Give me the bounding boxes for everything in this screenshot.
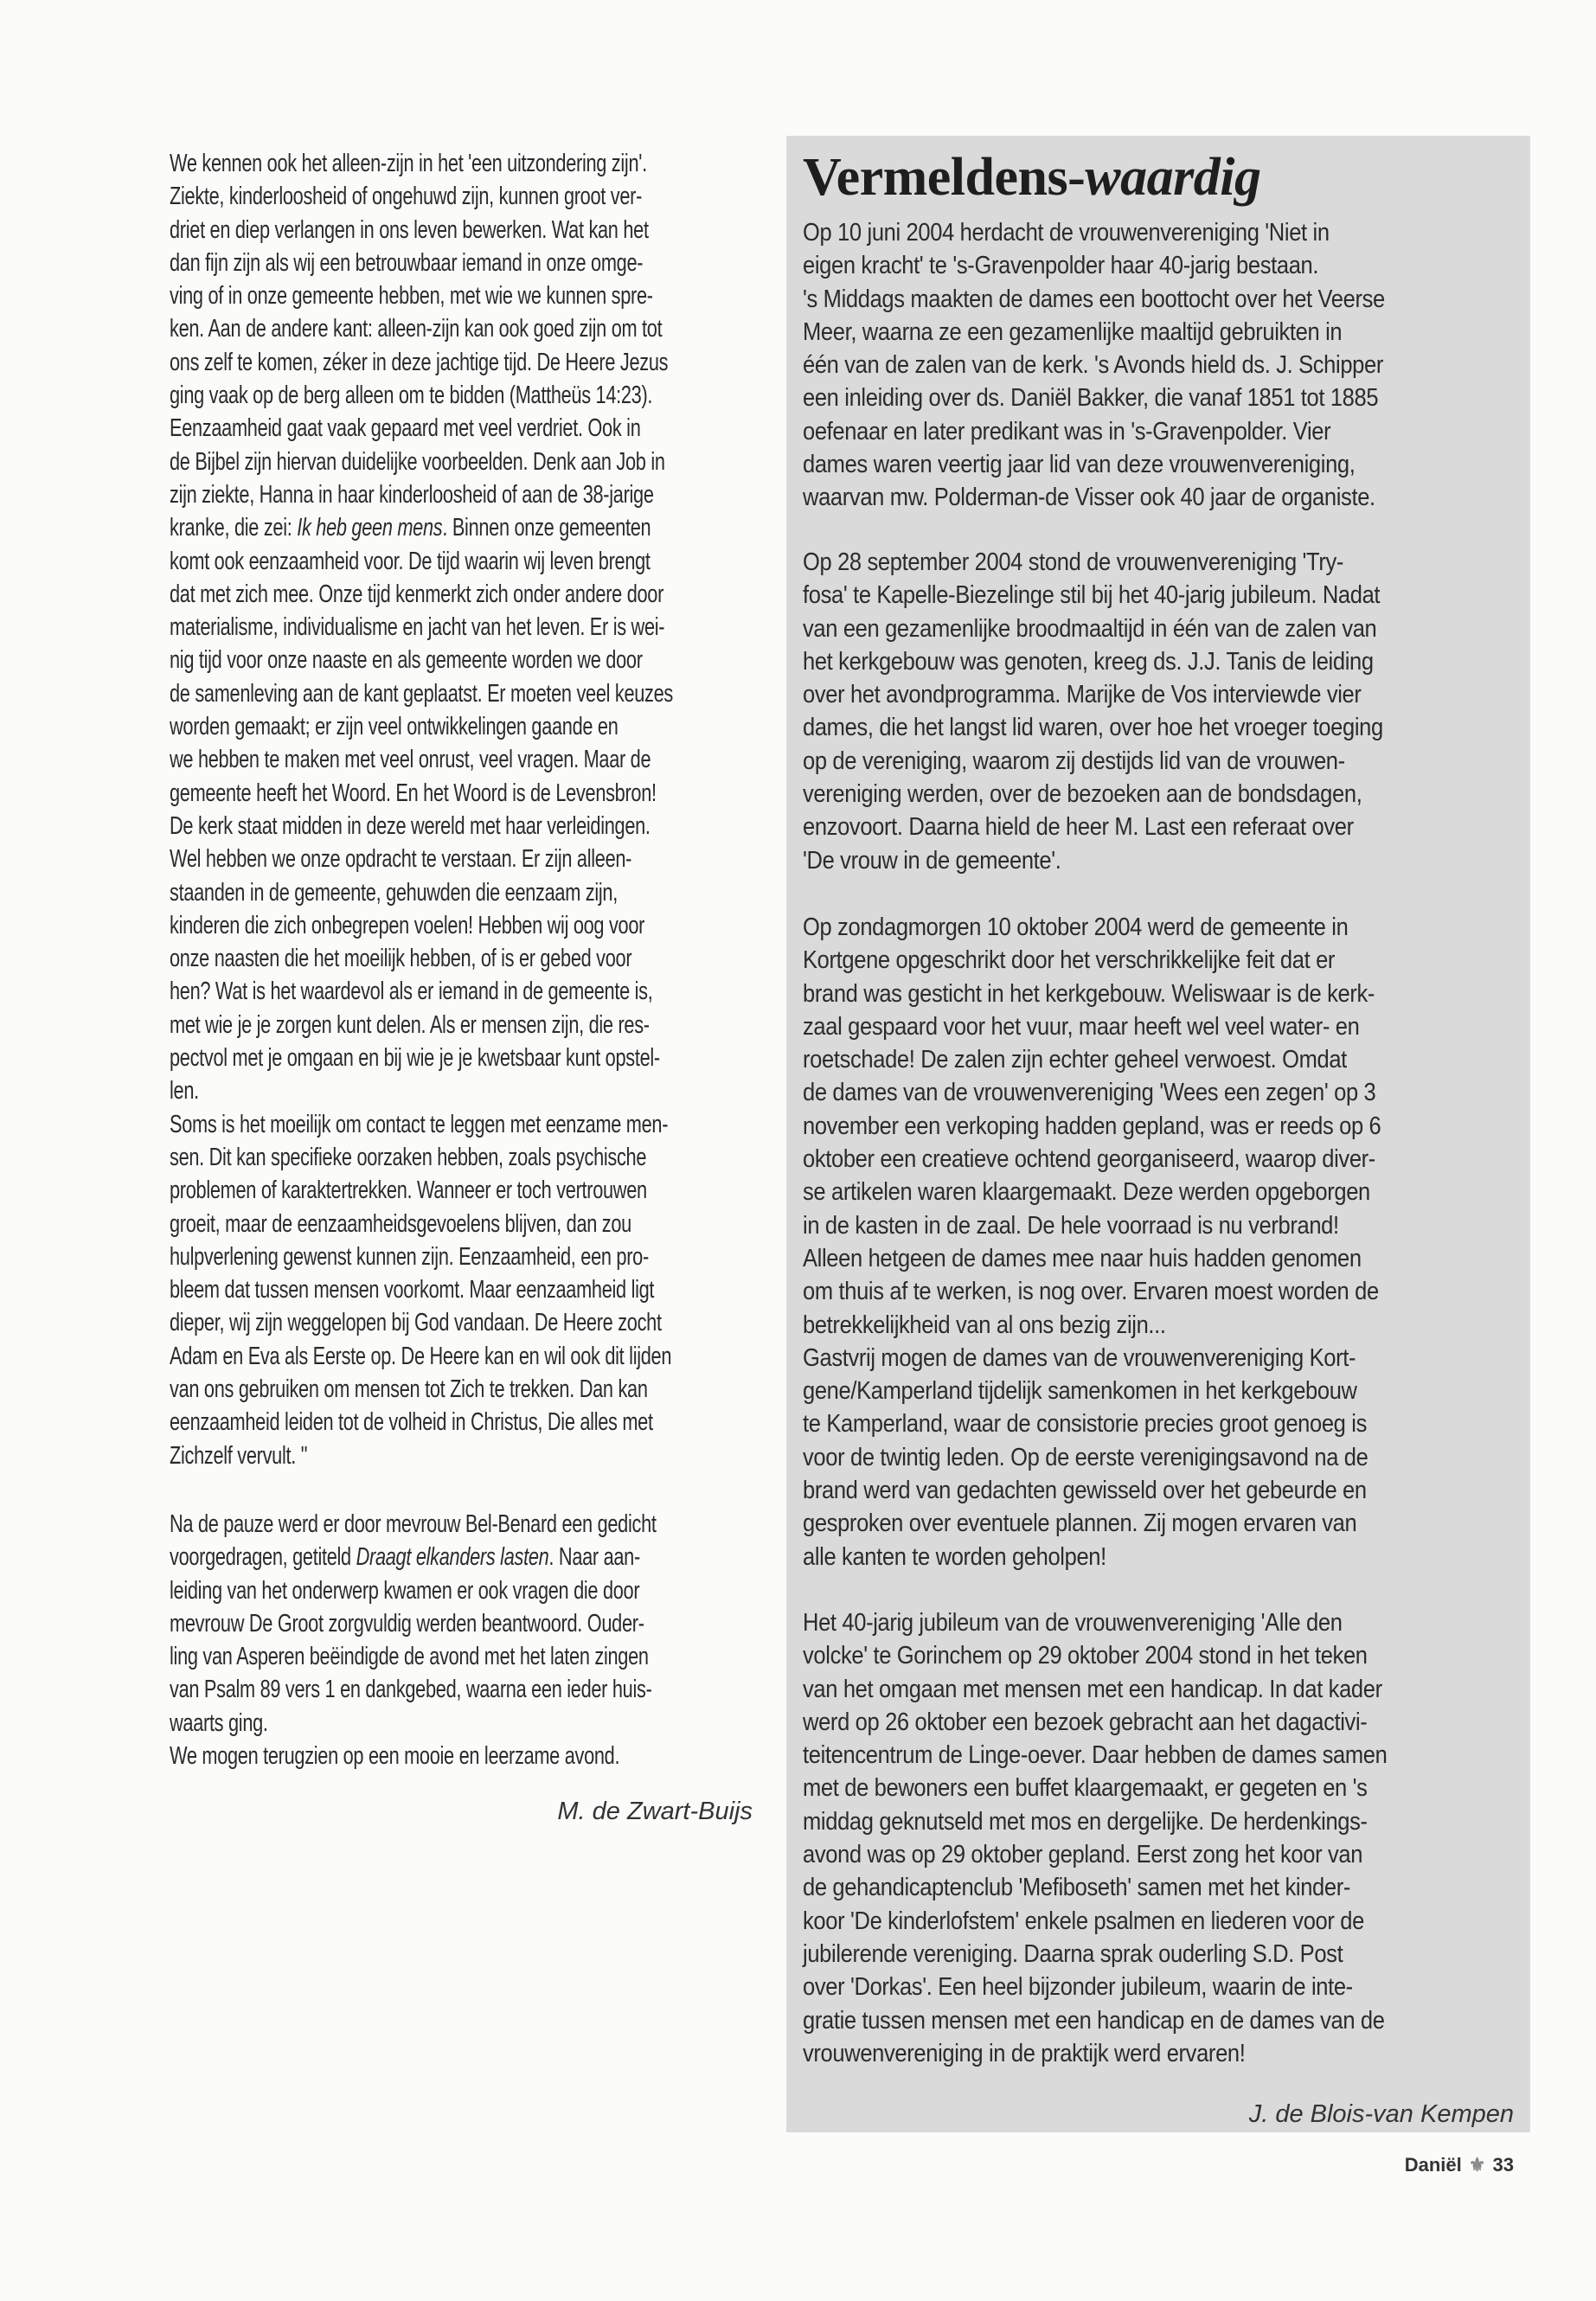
news-item-1 — [803, 216, 1385, 515]
text-line: volcke' te Gorinchem op 29 oktober 2004 stond in het teken — [803, 1642, 1368, 1670]
text-line: Het 40-jarig jubileum van de vrouwenvereniging 'Alle den — [803, 1609, 1343, 1637]
text-segment: kranke, die zei: — [170, 514, 298, 542]
text-line: over het avondprogramma. Marijke de Vos interviewde vier — [803, 681, 1362, 709]
text-line: dan fijn zijn als wij een betrouwbaar iemand in onze omge- — [170, 248, 644, 277]
text-line: gratie tussen mensen met een handicap en de dames van de — [803, 2006, 1385, 2035]
text-line: over 'Dorkas'. Een heel bijzonder jubileum, waarin de inte- — [803, 1973, 1353, 2002]
text-line: met de bewoners een buffet klaargemaakt, er gegeten en 's — [803, 1774, 1368, 1803]
text-line: mevrouw De Groot zorgvuldig werden beantwoord. Ouder- — [170, 1609, 644, 1638]
text-line — [170, 1541, 657, 1574]
italic-title-text: Ik heb geen mens — [297, 514, 443, 542]
text-line: roetschade! De zalen zijn echter geheel verwoest. Omdat — [803, 1046, 1347, 1074]
text-line: eigen kracht' te 's-Gravenpolder haar 40-jarig bestaan. — [803, 252, 1319, 280]
text-line: ling van Asperen beëindigde de avond met het laten zingen — [170, 1643, 649, 1671]
text-line: te Kamperland, waar de consistorie precies groot genoeg is — [803, 1410, 1367, 1439]
text-line: onze naasten die het moeilijk hebben, of is er gebed voor — [170, 945, 632, 973]
text-line: november een verkoping hadden gepland, was er reeds op 6 — [803, 1112, 1381, 1140]
text-line: waarts ging. — [170, 1708, 268, 1737]
text-line: Kortgene opgeschrikt door het verschrikkelijke feit dat er — [803, 946, 1336, 975]
text-line: op de vereniging, waarom zij destijds lid van de vrouwen- — [803, 747, 1345, 775]
text-line: eenzaamheid leiden tot de volheid in Christus, Die alles met — [170, 1408, 653, 1437]
text-line: worden gemaakt; er zijn veel ontwikkelingen gaande en — [170, 713, 619, 741]
text-line: komt ook eenzaamheid voor. De tijd waarin wij leven brengt — [170, 547, 651, 575]
text-line: ving of in onze gemeente hebben, met wie we kunnen spre- — [170, 282, 653, 311]
text-line: jubilerende vereniging. Daarna sprak ouderling S.D. Post — [803, 1939, 1343, 1968]
text-line: Soms is het moeilijk om contact te leggen met eenzame men- — [170, 1110, 669, 1138]
text-segment: . Binnen onze gemeenten — [442, 514, 651, 542]
text-line: kinderen die zich onbegrepen voelen! Hebben wij oog voor — [170, 911, 645, 939]
text-line: We kennen ook het alleen-zijn in het 'een uitzondering zijn'. — [170, 150, 647, 177]
text-line: gemeente heeft het Woord. En het Woord is de Levensbron! — [170, 779, 657, 807]
page-number: 33 — [1492, 2154, 1514, 2176]
text-line: Wel hebben we onze opdracht te verstaan. Er zijn alleen- — [170, 845, 632, 874]
text-line: Na de pauze werd er door mevrouw Bel-Benard een gedicht — [170, 1510, 657, 1538]
author-signature-right: J. de Blois-van Kempen — [1248, 2100, 1514, 2128]
news-item-3 — [803, 911, 1381, 1574]
text-line: de samenleving aan de kant geplaatst. Er moeten veel keuzes — [170, 679, 674, 708]
text-line: Alleen hetgeen de dames mee naar huis hadden genomen — [803, 1244, 1362, 1272]
text-segment: voorgedragen, getiteld — [170, 1543, 356, 1572]
text-line: We mogen terugzien op een mooie en leerzame avond. — [170, 1742, 620, 1771]
text-line: len. — [170, 1077, 199, 1106]
text-line: ons zelf te komen, zéker in deze jachtige tijd. De Heere Jezus — [170, 348, 669, 376]
text-line: problemen of karaktertrekken. Wanneer er toch vertrouwen — [170, 1176, 647, 1205]
text-line: in de kasten in de zaal. De hele voorraad is nu verbrand! — [803, 1211, 1339, 1240]
fleur-de-lis-icon: ⚜ — [1468, 2154, 1486, 2176]
text-line: Meer, waarna ze een gezamenlijke maaltijd gebruikten in — [803, 317, 1343, 346]
text-line: werd op 26 oktober een bezoek gebracht aan het dagactivi- — [803, 1708, 1368, 1736]
text-line: alle kanten te worden geholpen! — [803, 1542, 1106, 1571]
text-line: gene/Kamperland tijdelijk samenkomen in het kerkgebouw — [803, 1377, 1357, 1406]
text-line: staanden in de gemeente, gehuwden die eenzaam zijn, — [170, 878, 618, 907]
title-italic: waardig — [1085, 148, 1261, 207]
text-line: leiding van het onderwerp kwamen er ook vragen die door — [170, 1576, 640, 1605]
text-line: van een gezamenlijke broodmaaltijd in één van de zalen van — [803, 614, 1377, 643]
text-line: van het omgaan met mensen met een handicap. In dat kader — [803, 1675, 1382, 1703]
text-line: zaal gespaard voor het vuur, maar heeft wel veel water- en — [803, 1012, 1360, 1041]
text-line: Zichzelf vervult. " — [170, 1441, 308, 1470]
text-line: middag geknutseld met mos en dergelijke. De herdenkings- — [803, 1807, 1368, 1836]
author-signature-left: M. de Zwart-Buijs — [557, 1798, 753, 1825]
text-line: waarvan mw. Polderman-de Visser ook 40 jaar de organiste. — [803, 484, 1375, 512]
text-line: vereniging werden, over de bezoeken aan de bondsdagen, — [803, 780, 1362, 809]
text-line: ken. Aan de andere kant: alleen-zijn kan ook goed zijn om tot — [170, 315, 663, 343]
text-line: gesproken over eventuele plannen. Zij mogen ervaren van — [803, 1509, 1357, 1538]
text-line: dames, die het langst lid waren, over hoe het vroeger toeging — [803, 714, 1383, 742]
text-line: hen? Wat is het waardevol als er iemand in de gemeente is, — [170, 977, 653, 1006]
text-line: we hebben te maken met veel onrust, veel vragen. Maar de — [170, 746, 651, 774]
article-closing-paragraph — [170, 1508, 657, 1772]
article-body-left — [170, 147, 673, 1472]
text-line: driet en diep verlangen in ons leven bewerken. Wat kan het — [170, 215, 649, 244]
text-line: voor de twintig leden. Op de eerste verenigingsavond na de — [803, 1443, 1368, 1471]
news-item-2 — [803, 546, 1383, 877]
text-line: Gastvrij mogen de dames van de vrouwenvereniging Kort- — [803, 1343, 1356, 1372]
text-line: bleem dat tussen mensen voorkomt. Maar eenzaamheid ligt — [170, 1276, 655, 1304]
italic-title-text: Draagt elkanders lasten — [356, 1543, 549, 1572]
text-line — [170, 511, 673, 544]
text-line: brand was gesticht in het kerkgebouw. Weliswaar is de kerk- — [803, 979, 1375, 1008]
text-line: materialisme, individualisme en jacht van het leven. Er is wei- — [170, 613, 665, 642]
text-line: de gehandicaptenclub 'Mefiboseth' samen met het kinder- — [803, 1874, 1351, 1902]
text-line: met wie je je zorgen kunt delen. Als er mensen zijn, die res- — [170, 1010, 650, 1039]
text-segment: . Naar aan- — [548, 1543, 640, 1572]
text-line: koor 'De kinderlofstem' enkele psalmen en liederen voor de — [803, 1907, 1364, 1935]
text-line: Ziekte, kinderloosheid of ongehuwd zijn, kunnen groot ver- — [170, 183, 643, 211]
text-line: ging vaak op de berg alleen om te bidden (Mattheüs 14:23). — [170, 381, 653, 410]
text-line: van Psalm 89 vers 1 en dankgebed, waarna een ieder huis- — [170, 1676, 652, 1704]
text-line: een inleiding over ds. Daniël Bakker, die vanaf 1851 tot 1885 — [803, 384, 1379, 413]
text-line: fosa' te Kapelle-Biezelinge stil bij het 40-jarig jubileum. Nadat — [803, 581, 1381, 610]
text-line: Op 10 juni 2004 herdacht de vrouwenvereniging 'Niet in — [803, 219, 1330, 247]
text-line: De kerk staat midden in deze wereld met haar verleidingen. — [170, 811, 651, 840]
news-item-4 — [803, 1606, 1387, 2070]
text-line: teitencentrum de Linge-oever. Daar hebben de dames samen — [803, 1741, 1388, 1770]
text-line: 'De vrouw in de gemeente'. — [803, 846, 1061, 875]
text-line: oktober een creatieve ochtend georganiseerd, waarop diver- — [803, 1145, 1375, 1174]
text-line: se artikelen waren klaargemaakt. Deze werden opgeborgen — [803, 1178, 1370, 1207]
text-line: brand werd van gedachten gewisseld over het gebeurde en — [803, 1477, 1367, 1505]
title-main: Vermeldens- — [803, 148, 1086, 207]
text-line: dieper, wij zijn weggelopen bij God vandaan. De Heere zocht — [170, 1309, 662, 1337]
text-line: Op zondagmorgen 10 oktober 2004 werd de gemeente in — [803, 913, 1349, 941]
text-line: dat met zich mee. Onze tijd kenmerkt zich onder andere door — [170, 580, 664, 608]
text-line: Adam en Eva als Eerste op. De Heere kan en wil ook dit lijden — [170, 1342, 672, 1370]
text-line: dames waren veertig jaar lid van deze vrouwenvereniging, — [803, 451, 1356, 479]
text-line: groeit, maar de eenzaamheidsgevoelens blijven, dan zou — [170, 1209, 631, 1238]
magazine-name: Daniël — [1404, 2154, 1462, 2176]
text-line: sen. Dit kan specifieke oorzaken hebben, zoals psychische — [170, 1143, 647, 1171]
sidebar-title — [803, 147, 1261, 208]
text-line: Eenzaamheid gaat vaak gepaard met veel verdriet. Ook in — [170, 414, 641, 443]
text-line: het kerkgebouw was genoten, kreeg ds. J.J. Tanis de leiding — [803, 647, 1374, 676]
text-line: avond was op 29 oktober gepland. Eerst zong het koor van — [803, 1841, 1363, 1869]
text-line: betrekkelijkheid van al ons bezig zijn... — [803, 1311, 1166, 1339]
text-line: Op 28 september 2004 stond de vrouwenvereniging 'Try- — [803, 548, 1344, 576]
text-line: om thuis af te werken, is nog over. Ervaren moest worden de — [803, 1278, 1379, 1306]
text-line: de Bijbel zijn hiervan duidelijke voorbeelden. Denk aan Job in — [170, 447, 665, 476]
text-line: 's Middags maakten de dames een boottocht over het Veerse — [803, 285, 1385, 313]
text-line: nig tijd voor onze naaste en als gemeente worden we door — [170, 646, 643, 675]
text-line: vrouwenvereniging in de praktijk werd ervaren! — [803, 2039, 1246, 2067]
text-line: pectvol met je omgaan en bij wie je je kwetsbaar kunt opstel- — [170, 1044, 660, 1073]
text-line: oefenaar en later predikant was in 's-Gravenpolder. Vier — [803, 417, 1331, 445]
text-line: de dames van de vrouwenvereniging 'Wees een zegen' op 3 — [803, 1079, 1376, 1107]
text-line: hulpverlening gewenst kunnen zijn. Eenzaamheid, een pro- — [170, 1242, 649, 1271]
text-line: van ons gebruiken om mensen tot Zich te trekken. Dan kan — [170, 1375, 648, 1403]
text-line: één van de zalen van de kerk. 's Avonds hield ds. J. Schipper — [803, 351, 1383, 380]
text-line: zijn ziekte, Hanna in haar kinderloosheid of aan de 38-jarige — [170, 480, 654, 509]
text-line: enzovoort. Daarna hield de heer M. Last een referaat over — [803, 813, 1354, 842]
page-footer — [1405, 2154, 1514, 2176]
